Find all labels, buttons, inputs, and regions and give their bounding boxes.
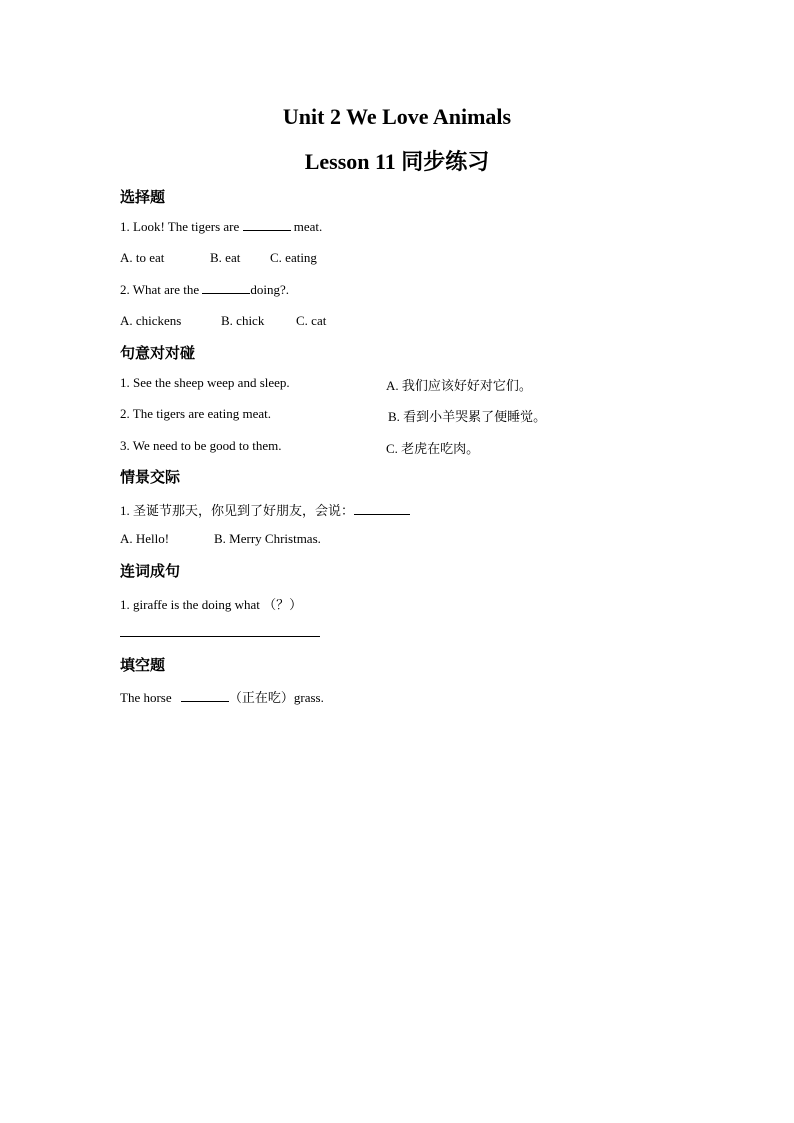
option-b: B. chick (221, 313, 265, 328)
answer-blank[interactable] (202, 281, 250, 294)
match-left-2: 2. The tigers are eating meat. (120, 406, 272, 421)
answer-blank[interactable] (181, 689, 229, 702)
option-b: B. Merry Christmas. (214, 531, 321, 546)
answer-line[interactable] (120, 636, 320, 637)
question-text: The horse (120, 690, 175, 705)
section-heading-fill: 填空题 (120, 656, 166, 674)
question-text: doing?. (250, 282, 290, 297)
section-heading-matching: 句意对对碰 (120, 344, 196, 362)
option-b: B. eat (210, 250, 241, 265)
answer-blank[interactable] (354, 502, 410, 515)
question-text: 1. 圣诞节那天，你见到了好朋友，会说： (120, 503, 355, 518)
question-text: 2. What are the (120, 282, 203, 297)
option-a: A. to eat (120, 250, 165, 265)
match-right-a: A. 我们应该好好对它们。 (386, 378, 532, 393)
question-dialogue-1 (120, 500, 410, 519)
match-left-1: 1. See the sheep weep and sleep. (120, 375, 290, 390)
match-right-b: B. 看到小羊哭累了便睡觉。 (388, 409, 547, 424)
page-title: Unit 2 We Love Animals (282, 104, 512, 129)
page-subtitle: Lesson 11 同步练习 (304, 149, 490, 174)
question-1 (120, 218, 322, 235)
question-text: （正在吃）grass. (228, 690, 324, 705)
answer-blank[interactable] (243, 218, 291, 231)
match-right-c: C. 老虎在吃肉。 (386, 441, 480, 456)
question-text: 1. Look! The tigers are (120, 219, 243, 234)
option-a: A. chickens (120, 313, 182, 328)
question-fill-1 (120, 687, 324, 706)
section-heading-choice: 选择题 (120, 188, 166, 206)
section-heading-sentence: 连词成句 (120, 562, 181, 580)
match-left-3: 3. We need to be good to them. (120, 438, 282, 453)
section-heading-dialogue: 情景交际 (120, 468, 181, 486)
question-text: meat. (290, 219, 323, 234)
question-2 (120, 281, 289, 298)
question-sentence-1: 1. giraffe is the doing what （？） (120, 597, 303, 612)
option-a: A. Hello! (120, 531, 170, 546)
option-c: C. cat (296, 313, 327, 328)
option-c: C. eating (270, 250, 317, 265)
